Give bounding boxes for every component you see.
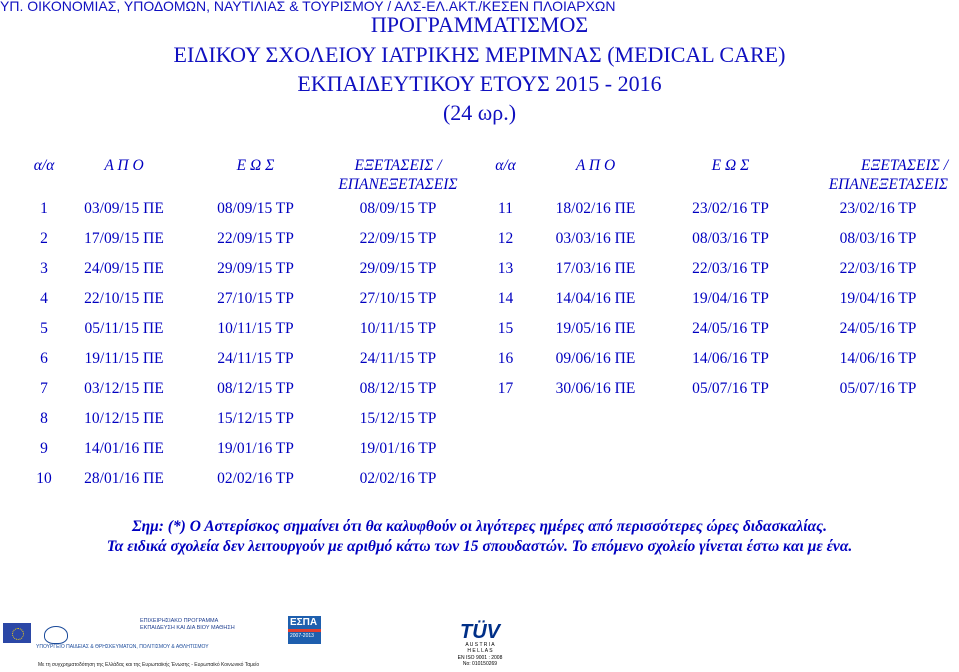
col-header-num-2: α/α	[495, 157, 516, 174]
date-to: 24/05/16 ΤΡ	[692, 320, 769, 337]
exams-header-line1: ΕΞΕΤΑΣΕΙΣ /	[354, 157, 442, 174]
program-line1: ΕΠΙΧΕΙΡΗΣΙΑΚΟ ΠΡΟΓΡΑΜΜΑ	[140, 618, 219, 624]
date-to: 10/11/15 ΤΡ	[217, 320, 294, 337]
date-from: 18/02/16 ΠΕ	[555, 200, 636, 217]
date-from: 03/12/15 ΠΕ	[84, 380, 164, 397]
date-exam: 19/01/16 ΤΡ	[359, 440, 437, 457]
table-row	[28, 410, 948, 440]
row-number	[473, 440, 538, 470]
date-to: 19/01/16 ΤΡ	[217, 440, 294, 457]
eu-flag-icon	[3, 623, 31, 643]
date-to: 08/09/15 ΤΡ	[217, 200, 294, 217]
exams-header-line2: ΕΠΑΝΕΞΕΤΑΣΕΙΣ	[338, 176, 458, 193]
school-title: ΕΙΔΙΚΟΥ ΣΧΟΛΕΙΟΥ ΙΑΤΡΙΚΗΣ ΜΕΡΙΜΝΑΣ (MEDICAL CARE)	[173, 42, 786, 67]
date-to: 29/09/15 ΤΡ	[217, 260, 294, 277]
date-to: 15/12/15 ΤΡ	[217, 410, 294, 427]
date-exam: 27/10/15 ΤΡ	[359, 290, 437, 307]
date-exam	[808, 440, 948, 470]
row-number: 6	[40, 350, 48, 367]
date-exam	[808, 470, 948, 500]
date-to: 24/11/15 ΤΡ	[217, 350, 294, 367]
hours-label: (24 ωρ.)	[442, 100, 517, 125]
tuv-iso: EN ISO 9001 : 2008	[457, 655, 503, 661]
table-row	[28, 380, 948, 410]
date-from: 19/05/16 ΠΕ	[555, 320, 636, 337]
date-to: 27/10/15 ΤΡ	[217, 290, 294, 307]
academic-year: ΕΚΠΑΙΔΕΥΤΙΚΟΥ ΕΤΟΥΣ 2015 - 2016	[297, 71, 662, 96]
date-to: 08/03/16 ΤΡ	[692, 230, 769, 247]
row-number: 2	[40, 230, 48, 247]
date-to: 05/07/16 ΤΡ	[692, 380, 769, 397]
table-header-row	[28, 154, 948, 200]
exams-header-line2: ΕΠΑΝΕΞΕΤΑΣΕΙΣ	[828, 176, 948, 193]
date-from: 17/09/15 ΠΕ	[84, 230, 164, 247]
date-to	[653, 470, 808, 500]
date-exam	[808, 410, 948, 440]
tuv-logo: TÜV	[460, 621, 500, 643]
tuv-number: No: 010150269	[462, 661, 498, 667]
row-number	[473, 410, 538, 440]
table-row	[28, 290, 948, 320]
tuv-austria: A U S T R I A	[465, 642, 495, 648]
footer-logos	[0, 608, 959, 672]
col-header-to-2: Ε Ω Σ	[711, 157, 750, 174]
table-row	[28, 230, 948, 260]
date-from: 28/01/16 ΠΕ	[84, 470, 164, 487]
date-from	[538, 410, 653, 440]
date-to: 19/04/16 ΤΡ	[692, 290, 769, 307]
row-number: 14	[497, 290, 514, 307]
date-exam: 19/04/16 ΤΡ	[839, 290, 917, 307]
row-number: 9	[40, 440, 48, 457]
col-header-exams-2	[808, 154, 948, 200]
date-exam: 24/05/16 ΤΡ	[839, 320, 917, 337]
date-from	[538, 470, 653, 500]
row-number: 13	[497, 260, 514, 277]
col-header-num: α/α	[33, 157, 55, 174]
table-row	[28, 440, 948, 470]
row-number: 5	[40, 320, 48, 337]
date-to: 08/12/15 ΤΡ	[217, 380, 294, 397]
table-row	[28, 320, 948, 350]
date-to	[653, 440, 808, 470]
date-from: 10/12/15 ΠΕ	[84, 410, 164, 427]
schedule-table	[28, 154, 948, 500]
row-number: 4	[40, 290, 48, 307]
ministry-small-label: ΥΠΟΥΡΓΕΙΟ ΠΑΙΔΕΙΑΣ & ΘΡΗΣΚΕΥΜΑΤΩΝ, ΠΟΛΙΤΙΣΜΟΥ & ΑΘΛΗΤΙΣΜΟΥ	[36, 644, 209, 650]
date-from: 14/01/16 ΠΕ	[84, 440, 164, 457]
document-title: ΠΡΟΓΡΑΜΜΑΤΙΣΜΟΣ	[370, 12, 589, 37]
date-from: 09/06/16 ΠΕ	[555, 350, 636, 367]
date-to: 02/02/16 ΤΡ	[217, 470, 294, 487]
date-from: 22/10/15 ΠΕ	[84, 290, 164, 307]
date-exam: 08/09/15 ΤΡ	[359, 200, 437, 217]
date-to: 23/02/16 ΤΡ	[692, 200, 769, 217]
table-row	[28, 200, 948, 230]
table-row	[28, 470, 948, 500]
date-to: 14/06/16 ΤΡ	[692, 350, 769, 367]
row-number: 12	[497, 230, 514, 247]
row-number: 16	[497, 350, 514, 367]
note-asterisk: Σημ: (*) Ο Αστερίσκος σημαίνει ότι θα καλυφθούν οι λιγότερες ημέρες από περισσότερες ώρες διδασκαλίας.	[132, 518, 827, 535]
col-header-to: Ε Ω Σ	[236, 157, 275, 174]
row-number: 11	[498, 200, 513, 217]
row-number: 15	[497, 320, 514, 337]
date-exam: 15/12/15 ΤΡ	[359, 410, 437, 427]
date-exam: 08/03/16 ΤΡ	[839, 230, 917, 247]
espa-logo	[288, 616, 321, 644]
date-exam: 10/11/15 ΤΡ	[359, 320, 437, 337]
espa-stripe	[288, 629, 321, 632]
ministry-header: ΥΠ. ΟΙΚΟΝΟΜΙΑΣ, ΥΠΟΔΟΜΩΝ, ΝΑΥΤΙΛΙΑΣ & ΤΟΥΡΙΣΜΟΥ / ΑΛΣ-ΕΛ.ΑΚΤ./ΚΕΣΕΝ ΠΛΟΙΑΡΧΩΝ	[0, 0, 616, 14]
date-to: 22/03/16 ΤΡ	[692, 260, 769, 277]
date-from: 17/03/16 ΠΕ	[555, 260, 636, 277]
date-exam: 22/09/15 ΤΡ	[359, 230, 437, 247]
date-exam: 29/09/15 ΤΡ	[359, 260, 437, 277]
greek-emblem-icon	[44, 626, 68, 644]
espa-years: 2007-2013	[290, 633, 314, 639]
date-exam: 02/02/16 ΤΡ	[359, 470, 437, 487]
date-to	[653, 410, 808, 440]
date-from: 14/04/16 ΠΕ	[555, 290, 636, 307]
date-from: 30/06/16 ΠΕ	[555, 380, 636, 397]
date-exam: 24/11/15 ΤΡ	[359, 350, 437, 367]
row-number: 8	[40, 410, 48, 427]
row-number: 17	[497, 380, 514, 397]
date-from: 19/11/15 ΠΕ	[84, 350, 164, 367]
exams-header-line1: ΕΞΕΤΑΣΕΙΣ /	[860, 157, 948, 174]
date-exam: 14/06/16 ΤΡ	[839, 350, 917, 367]
date-from: 05/11/15 ΠΕ	[84, 320, 164, 337]
date-exam: 22/03/16 ΤΡ	[839, 260, 917, 277]
row-number: 7	[40, 380, 48, 397]
cofinance-line: Με τη συγχρηματοδότηση της Ελλάδας και της Ευρωπαϊκής Ένωσης - Ευρωπαϊκό Κοινωνικό Ταμείο	[38, 662, 260, 668]
col-header-from-2: Α Π Ο	[575, 157, 616, 174]
note-minimum-students: Τα ειδικά σχολεία δεν λειτουργούν με αριθμό κάτω των 15 σπουδαστών. Το επόμενο σχολείο γίνεται έστω και με ένα.	[106, 538, 853, 555]
row-number: 1	[40, 200, 48, 217]
row-number: 3	[40, 260, 48, 277]
tuv-certification-logo	[448, 608, 512, 672]
date-from: 03/09/15 ΠΕ	[84, 200, 164, 217]
tuv-hellas: H E L L A S	[467, 648, 493, 654]
row-number: 10	[36, 470, 52, 487]
date-from: 03/03/16 ΠΕ	[555, 230, 636, 247]
col-header-from: Α Π Ο	[104, 157, 144, 174]
program-line2: ΕΚΠΑΙΔΕΥΣΗ ΚΑΙ ΔΙΑ ΒΙΟΥ ΜΑΘΗΣΗ	[140, 625, 235, 631]
date-exam: 23/02/16 ΤΡ	[839, 200, 917, 217]
program-label	[140, 618, 235, 632]
date-exam: 08/12/15 ΤΡ	[359, 380, 437, 397]
date-from	[538, 440, 653, 470]
row-number	[473, 470, 538, 500]
espa-word: ΕΣΠΑ	[290, 617, 318, 628]
date-to: 22/09/15 ΤΡ	[217, 230, 294, 247]
date-exam: 05/07/16 ΤΡ	[839, 380, 917, 397]
col-header-exams	[323, 154, 473, 200]
date-from: 24/09/15 ΠΕ	[84, 260, 164, 277]
table-row	[28, 260, 948, 290]
table-row	[28, 350, 948, 380]
